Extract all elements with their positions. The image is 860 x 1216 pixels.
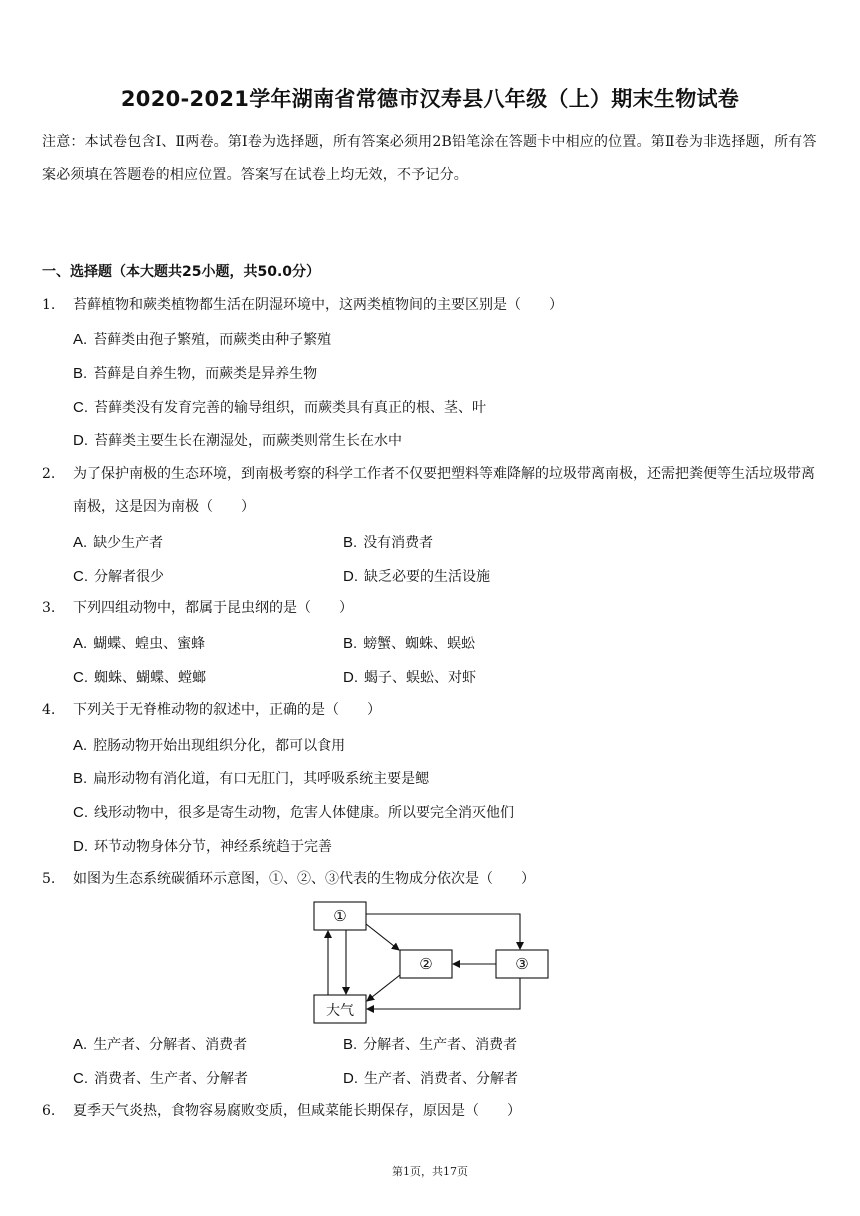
- question-2: [42, 458, 822, 524]
- option-text: 螃蟹、蜘蛛、蜈蚣: [363, 636, 476, 652]
- question-4: [42, 694, 822, 727]
- option-letter: C.: [73, 399, 88, 416]
- question-number: 4.: [42, 702, 56, 718]
- carbon-cycle-diagram: [306, 897, 556, 1029]
- option-text: 蜘蛛、蝴蝶、螳螂: [94, 670, 206, 686]
- option-letter: A.: [73, 1036, 88, 1053]
- option-d: [343, 567, 490, 587]
- option-letter: C.: [73, 804, 88, 821]
- option-text: 腔肠动物开始出现组织分化，都可以食用: [93, 738, 346, 754]
- option-letter: D.: [73, 432, 88, 449]
- option-a: [73, 736, 345, 756]
- option-letter: B.: [343, 635, 358, 652]
- question-stem: 苔藓植物和蕨类植物都生活在阴湿环境中，这两类植物间的主要区别是（ ）: [73, 297, 563, 313]
- option-a: [73, 634, 205, 654]
- question-stem: 下列关于无脊椎动物的叙述中，正确的是（ ）: [73, 702, 381, 718]
- option-text: 线形动物中，很多是寄生动物，危害人体健康。所以要完全消灭他们: [94, 805, 514, 821]
- arrow-1-to-2: [366, 924, 399, 950]
- option-text: 苔藓是自养生物，而蕨类是异养生物: [93, 366, 318, 382]
- label-2: ②: [419, 955, 433, 973]
- question-stem: 下列四组动物中，都属于昆虫纲的是（ ）: [73, 600, 353, 616]
- question-number: 2.: [42, 466, 56, 482]
- option-text: 分解者很少: [94, 569, 164, 585]
- question-stem: 为了保护南极的生态环境，到南极考察的科学工作者不仅要把塑料等难降解的垃圾带离南极，还需把粪便等生活垃圾带离南极，这是因为南极（ ）: [73, 466, 815, 515]
- option-d: [73, 431, 402, 451]
- option-text: 分解者、生产者、消费者: [363, 1037, 518, 1053]
- option-c: [73, 803, 514, 823]
- option-text: 没有消费者: [363, 535, 434, 551]
- label-3: ③: [515, 955, 529, 973]
- option-a: [73, 330, 331, 350]
- option-letter: D.: [343, 1070, 358, 1087]
- option-b: [343, 1035, 517, 1055]
- option-letter: A.: [73, 737, 88, 754]
- option-text: 苔藓类没有发育完善的输导组织，而蕨类具有真正的根、茎、叶: [94, 400, 486, 416]
- option-text: 蝴蝶、蝗虫、蜜蜂: [93, 636, 206, 652]
- section-heading: 一、选择题（本大题共25小题，共50.0分）: [42, 264, 321, 280]
- option-letter: A.: [73, 635, 88, 652]
- question-number: 6.: [42, 1103, 56, 1119]
- option-a: [73, 533, 163, 553]
- label-atmosphere: 大气: [326, 1003, 354, 1019]
- option-text: 生产者、分解者、消费者: [93, 1037, 248, 1053]
- option-text: 蝎子、蜈蚣、对虾: [364, 670, 476, 686]
- option-letter: D.: [343, 568, 358, 585]
- option-letter: B.: [343, 1036, 358, 1053]
- option-letter: A.: [73, 534, 88, 551]
- option-text: 扁形动物有消化道，有口无肛门，其呼吸系统主要是鳃: [93, 771, 430, 787]
- option-letter: C.: [73, 1070, 88, 1087]
- option-d: [343, 668, 476, 688]
- option-letter: D.: [73, 838, 88, 855]
- question-1: [42, 289, 822, 322]
- option-b: [73, 364, 317, 384]
- question-number: 5.: [42, 871, 56, 887]
- option-letter: A.: [73, 331, 88, 348]
- question-5: [42, 863, 822, 896]
- option-letter: B.: [73, 365, 88, 382]
- question-number: 3.: [42, 600, 56, 616]
- option-text: 缺少生产者: [93, 535, 164, 551]
- option-text: 生产者、消费者、分解者: [364, 1071, 518, 1087]
- option-text: 苔藓类主要生长在潮湿处，而蕨类则常生长在水中: [94, 433, 402, 449]
- question-stem: 如图为生态系统碳循环示意图，①、②、③代表的生物成分依次是（ ）: [73, 871, 535, 887]
- exam-notice: 注意：本试卷包含Ⅰ、Ⅱ两卷。第Ⅰ卷为选择题，所有答案必须用2B铅笔涂在答题卡中相应的位置。第Ⅱ卷为非选择题，所有答案必须填在答题卷的相应位置。答案写在试卷上均无效，不予记分。: [42, 134, 817, 183]
- option-d: [73, 837, 332, 857]
- option-c: [73, 1069, 248, 1089]
- option-letter: C.: [73, 669, 88, 686]
- option-d: [343, 1069, 518, 1089]
- option-letter: D.: [343, 669, 358, 686]
- option-c: [73, 668, 206, 688]
- option-letter: B.: [343, 534, 358, 551]
- option-letter: C.: [73, 568, 88, 585]
- question-number: 1.: [42, 297, 56, 313]
- option-text: 苔藓类由孢子繁殖，而蕨类由种子繁殖: [93, 332, 332, 348]
- option-b: [343, 533, 433, 553]
- option-b: [343, 634, 475, 654]
- option-b: [73, 769, 429, 789]
- option-letter: B.: [73, 770, 88, 787]
- question-3: [42, 592, 822, 625]
- option-text: 环节动物身体分节，神经系统趋于完善: [94, 839, 332, 855]
- option-text: 消费者、生产者、分解者: [94, 1071, 248, 1087]
- page-title: 2020-2021学年湖南省常德市汉寿县八年级（上）期末生物试卷: [120, 87, 740, 111]
- option-a: [73, 1035, 247, 1055]
- arrow-1-to-3: [366, 914, 520, 949]
- option-text: 缺乏必要的生活设施: [364, 569, 490, 585]
- label-1: ①: [333, 907, 347, 925]
- question-6: [42, 1095, 822, 1128]
- arrow-2-to-atmosphere: [367, 975, 400, 1001]
- page-footer: 第1页，共17页: [392, 1165, 468, 1178]
- question-stem: 夏季天气炎热，食物容易腐败变质，但咸菜能长期保存，原因是（ ）: [73, 1103, 521, 1119]
- option-c: [73, 398, 486, 418]
- option-c: [73, 567, 164, 587]
